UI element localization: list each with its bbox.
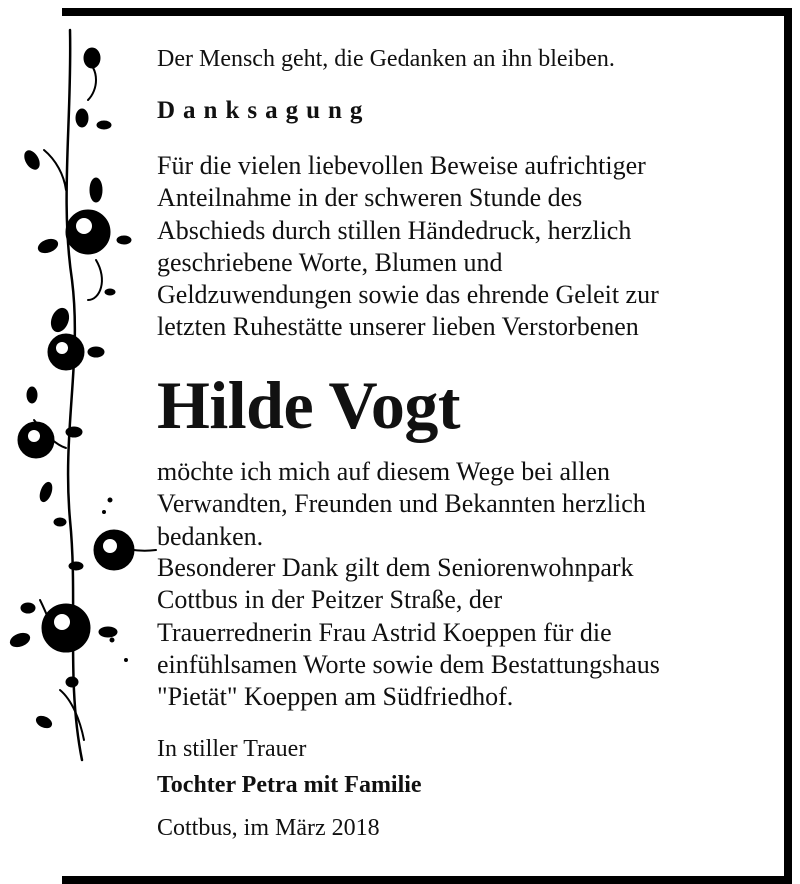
paragraph-line: Verwandten, Freunden und Bekannten herzlich xyxy=(157,489,646,519)
rose-vine-icon xyxy=(0,0,170,880)
signature: Tochter Petra mit Familie xyxy=(157,772,422,798)
paragraph-line: Geldzuwendungen sowie das ehrende Geleit zur xyxy=(157,280,659,310)
paragraph-line: möchte ich mich auf diesem Wege bei allen xyxy=(157,457,610,486)
paragraph-line: Cottbus in der Peitzer Straße, der xyxy=(157,585,503,615)
paragraph-line: letzten Ruhestätte unserer lieben Verstorbenen xyxy=(157,312,639,342)
paragraph-line: "Pietät" Koeppen am Südfriedhof. xyxy=(157,682,514,712)
paragraph-line: Anteilnahme in der schweren Stunde des xyxy=(157,183,583,213)
thanks-paragraph xyxy=(157,456,770,553)
gratitude-paragraph xyxy=(157,150,770,344)
special-thanks-paragraph xyxy=(157,552,770,713)
paragraph-line: geschriebene Worte, Blumen und xyxy=(157,247,503,277)
paragraph-line: Abschieds durch stillen Händedruck, herzlich xyxy=(157,215,632,245)
deceased-name: Hilde Vogt xyxy=(157,367,460,443)
paragraph-line: Besonderer Dank gilt dem Seniorenwohnpark xyxy=(157,553,634,582)
closing-line: In stiller Trauer xyxy=(157,736,307,762)
motto-line: Der Mensch geht, die Gedanken an ihn bleiben. xyxy=(157,46,615,72)
paragraph-line: bedanken. xyxy=(157,521,264,551)
paragraph-line: einfühlsamen Worte sowie dem Bestattungshaus xyxy=(157,649,660,679)
heading-danksagung: Danksagung xyxy=(157,97,371,124)
paragraph-line: Trauerrednerin Frau Astrid Koeppen für die xyxy=(157,617,612,647)
paragraph-line: Für die vielen liebevollen Beweise aufrichtiger xyxy=(157,151,646,180)
place-date: Cottbus, im März 2018 xyxy=(157,815,380,841)
